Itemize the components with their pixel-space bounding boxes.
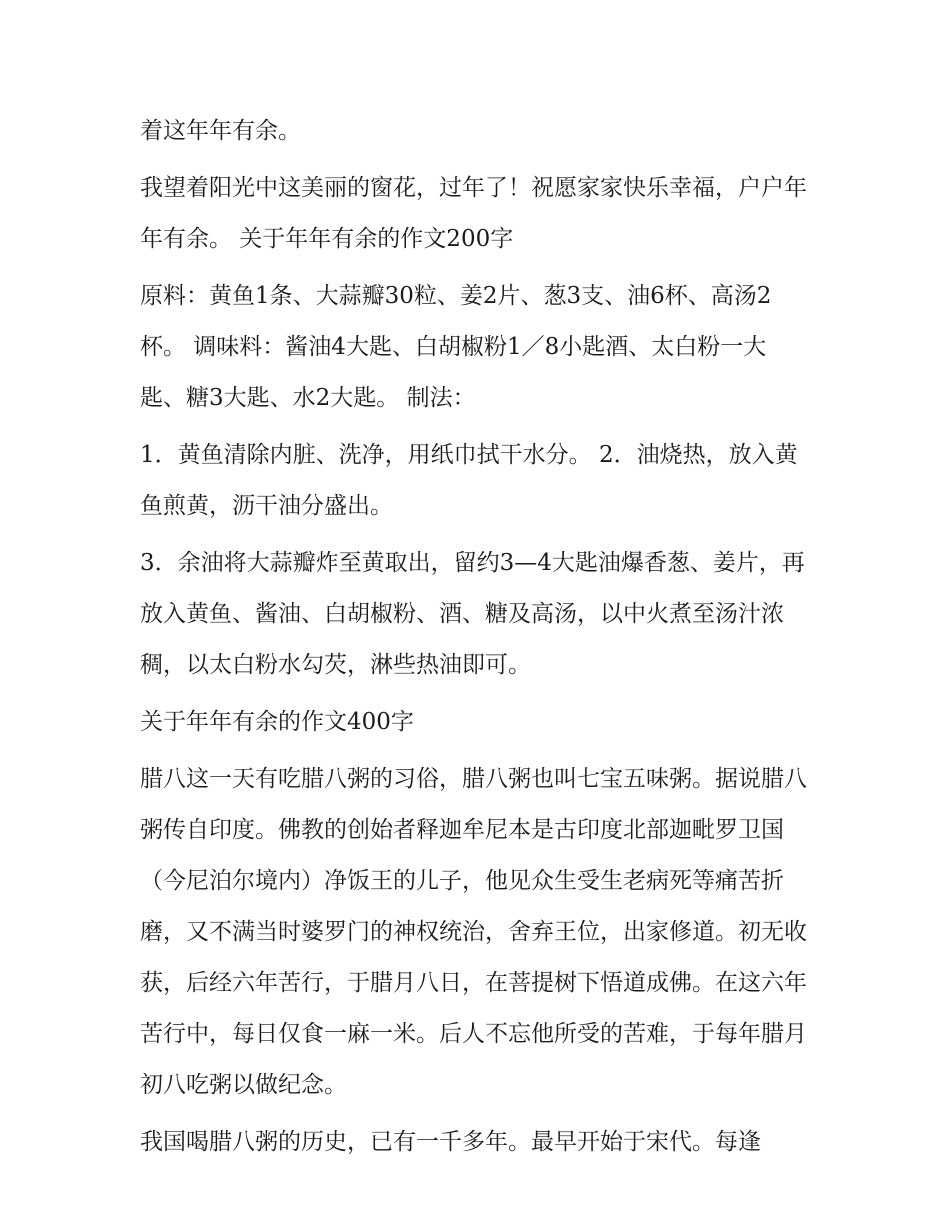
paragraph-steps-1-2: 1．黄鱼清除内脏、洗净，用纸巾拭干水分。 2．油烧热，放入黄鱼煎黄，沥干油分盛出。 [140,442,798,519]
section-heading-400: 关于年年有余的作文400字 [140,709,414,735]
paragraph-continuation: 着这年年有余。 [140,118,301,144]
paragraph-ingredients: 原料：黄鱼1条、大蒜瓣30粒、姜2片、葱3支、油6杯、高汤2杯。 调味料：酱油4大匙、白胡椒粉1／8小匙酒、太白粉一大匙、糖3大匙、水2大匙。 制法： [140,283,772,411]
paragraph-laba-origin: 腊八这一天有吃腊八粥的习俗，腊八粥也叫七宝五味粥。据说腊八粥传自印度。佛教的创始者释迦牟尼本是古印度北部迦毗罗卫国（今尼泊尔境内）净饭王的儿子，他见众生受生老病死等痛苦折磨，又不满当时婆罗门的神权统治，舍弃王位，出家修道。初无收获，后经六年苦行，于腊月八日，在菩提树下悟道成佛。在这六年苦行中，每日仅食一麻一米。后人不忘他所受的苦难，于每年腊月初八吃粥以做纪念。 [140,766,807,1098]
paragraph-laba-history: 我国喝腊八粥的历史，已有一千多年。最早开始于宋代。每逢 [140,1129,761,1155]
paragraph-step-3: 3．余油将大蒜瓣炸至黄取出，留约3—4大匙油爆香葱、姜片，再放入黄鱼、酱油、白胡椒粉、酒、糖及高汤，以中火煮至汤汁浓稠，以太白粉水勾芡，淋些热油即可。 [140,550,805,678]
paragraph-window-flower: 我望着阳光中这美丽的窗花，过年了！祝愿家家快乐幸福，户户年年有余。 关于年年有余的作文200字 [140,175,807,252]
document-body [140,106,812,1174]
